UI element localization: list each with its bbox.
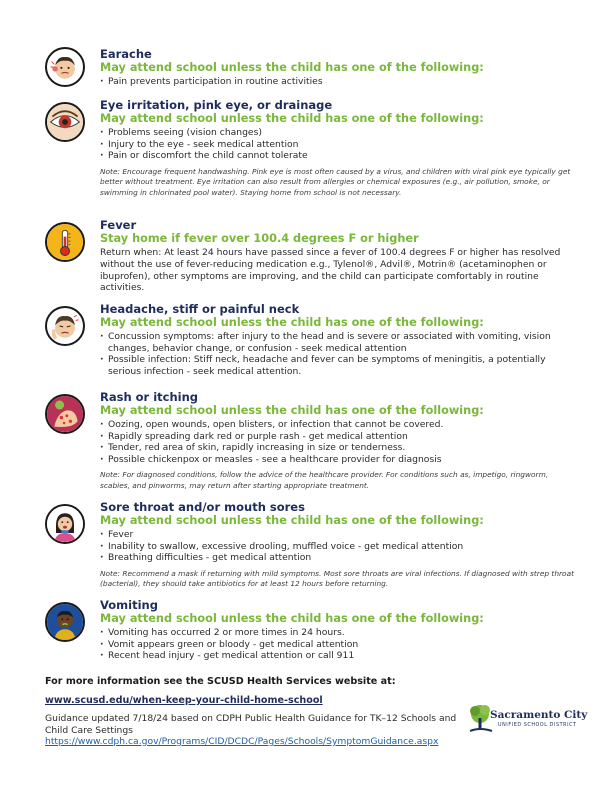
section-note: Note: Encourage frequent handwashing. Pink eye is most often caused by a virus, and children with viral pink eye typically get better without treatment. Eye irritation can also result from allergies or chemical exposures (e.g., air pollution, smoke, or swimming in chlorinated pool water). Staying home from school is not necessary. <box>100 166 571 197</box>
section-title: Earache <box>100 47 152 61</box>
headache-icon <box>45 306 85 346</box>
list-item: · Tender, red area of skin, rapidly increasing in size or tenderness. <box>100 442 575 454</box>
section-title: Eye irritation, pink eye, or drainage <box>100 98 333 112</box>
list-item: · Possible infection: Stiff neck, headache and fever can be symptoms of meningitis, a potentially serious infection - seek medical attention. <box>100 354 575 377</box>
section-subtitle: May attend school unless the child has one of the following: <box>100 112 484 125</box>
section-subtitle: May attend school unless the child has one of the following: <box>100 514 484 527</box>
vomiting-icon <box>45 602 85 642</box>
cdph-guidance-link[interactable]: https://www.cdph.ca.gov/Programs/CID/DCDC/Pages/Schools/SymptomGuidance.aspx <box>45 736 439 747</box>
list-item: · Breathing difficulties - get medical attention <box>100 552 575 564</box>
symptom-list <box>100 627 575 662</box>
thermometer-icon <box>45 222 85 262</box>
symptom-list <box>100 529 575 564</box>
section-subtitle: May attend school unless the child has one of the following: <box>100 404 484 417</box>
list-item: · Rapidly spreading dark red or purple rash - get medical attention <box>100 431 575 443</box>
list-item: · Possible chickenpox or measles - see a healthcare provider for diagnosis <box>100 454 575 466</box>
symptom-list <box>100 127 575 162</box>
section-subtitle: May attend school unless the child has one of the following: <box>100 61 484 74</box>
section-title: Headache, stiff or painful neck <box>100 302 300 316</box>
return-criteria: Return when: At least 24 hours have passed since a fever of 100.4 degrees F or higher has resolved without the use of fever-reducing medication e.g., Tylenol®, Advil®, Motrin® (acetaminophen or ibuprofen), other symptoms are improving, and the child can participate comfortably in routine activities. <box>100 247 561 294</box>
section-title: Fever <box>100 218 137 232</box>
symptom-list <box>100 331 575 377</box>
section-subtitle: May attend school unless the child has one of the following: <box>100 316 484 329</box>
list-item: · Fever <box>100 529 575 541</box>
section-title: Vomiting <box>100 598 158 612</box>
list-item: · Problems seeing (vision changes) <box>100 127 575 139</box>
section-note: Note: Recommend a mask if returning with mild symptoms. Most sore throats are viral infections. If diagnosed with strep throat (bacterial), they should take antibiotics for at least 12 hours before returning. <box>100 568 574 588</box>
logo-name: Sacramento City <box>490 709 588 721</box>
list-item: · Pain prevents participation in routine activities <box>100 76 575 88</box>
list-item: · Injury to the eye - seek medical attention <box>100 139 575 151</box>
symptom-list <box>100 76 575 88</box>
list-item: · Vomit appears green or bloody - get medical attention <box>100 639 575 651</box>
logo-subtitle: UNIFIED SCHOOL DISTRICT <box>498 723 577 728</box>
list-item: · Recent head injury - get medical attention or call 911 <box>100 650 575 662</box>
list-item: · Oozing, open wounds, open blisters, or infection that cannot be covered. <box>100 419 575 431</box>
rash-icon <box>45 394 85 434</box>
section-subtitle: Stay home if fever over 100.4 degrees F or higher <box>100 232 419 245</box>
section-title: Rash or itching <box>100 390 199 404</box>
earache-icon <box>45 47 85 87</box>
section-subtitle: May attend school unless the child has one of the following: <box>100 612 484 625</box>
eye-icon <box>45 102 85 142</box>
symptom-list <box>100 419 575 465</box>
list-item: · Pain or discomfort the child cannot tolerate <box>100 150 575 162</box>
section-note: Note: For diagnosed conditions, follow the advice of the healthcare provider. For conditions such as, impetigo, ringworm, scabies, and pinworms, may return after starting appropriate treatment. <box>100 470 549 490</box>
scusd-logo <box>468 700 593 740</box>
section-title: Sore throat and/or mouth sores <box>100 500 305 514</box>
list-item: · Concussion symptoms: after injury to the head and is severe or associated with vomiting, vision changes, behavior change, or confusion - seek medical attention <box>100 331 575 354</box>
guidance-label: Guidance updated 7/18/24 based on CDPH Public Health Guidance for TK–12 Schools and Child Care Settings <box>45 713 457 736</box>
list-item: · Inability to swallow, excessive drooling, muffled voice - get medical attention <box>100 541 575 553</box>
sore-throat-icon <box>45 504 85 544</box>
guidance-text <box>45 713 465 748</box>
scusd-website-link[interactable]: www.scusd.edu/when-keep-your-child-home-school <box>45 695 323 706</box>
footer-heading: For more information see the SCUSD Health Services website at: <box>45 676 396 687</box>
list-item: · Vomiting has occurred 2 or more times in 24 hours. <box>100 627 575 639</box>
